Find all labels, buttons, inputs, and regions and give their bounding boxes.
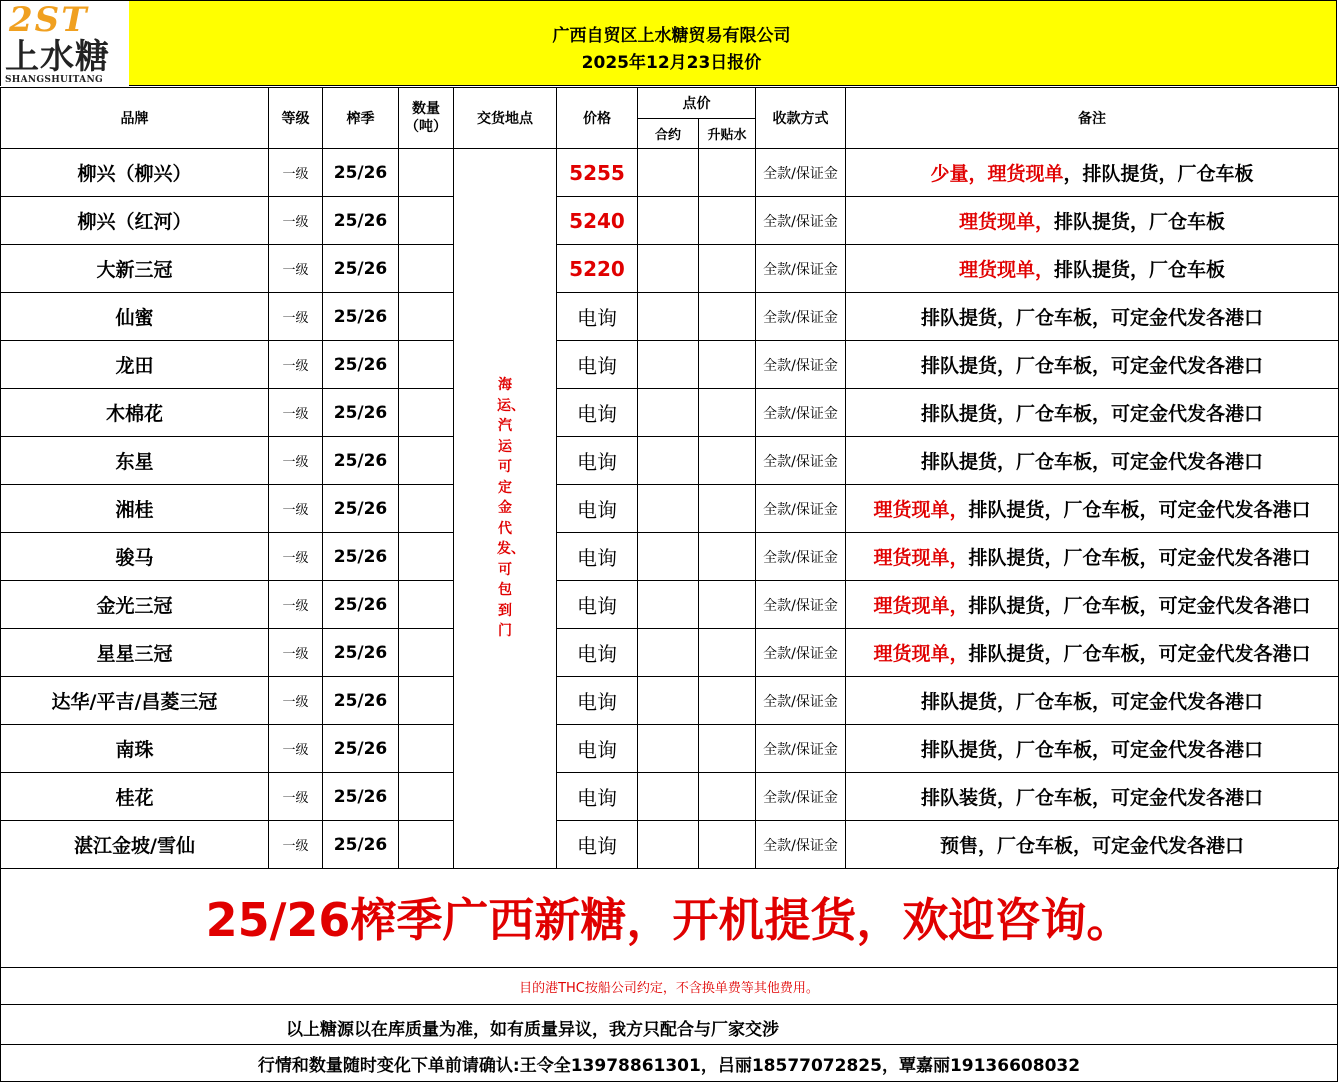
remark-text: 预售，厂仓车板，可定金代发各港口 <box>939 835 1244 857</box>
remark-text: 排队提货，厂仓车板，可定金代发各港口 <box>920 451 1263 473</box>
premium-cell <box>699 389 756 437</box>
premium-cell <box>699 773 756 821</box>
remark-cell <box>846 581 1339 629</box>
price-cell: 电询 <box>557 341 638 389</box>
brand-cell: 柳兴（红河） <box>1 197 269 245</box>
brand-cell: 仙蜜 <box>1 293 269 341</box>
remark-highlight: 理货现单， <box>873 595 969 617</box>
payment-cell: 全款/保证金 <box>756 485 846 533</box>
contract-cell <box>638 245 699 293</box>
col-contract: 合约 <box>638 119 699 149</box>
col-point-price: 点价 <box>638 88 756 119</box>
table-row <box>1 293 1339 341</box>
remark-cell <box>846 245 1339 293</box>
header-bar <box>0 0 1337 86</box>
quantity-cell <box>399 437 454 485</box>
logo-mark: 2ST <box>9 0 89 40</box>
season-cell: 25/26 <box>323 629 399 677</box>
brand-cell: 柳兴（柳兴） <box>1 149 269 197</box>
price-cell: 5220 <box>557 245 638 293</box>
contract-cell <box>638 485 699 533</box>
season-cell: 25/26 <box>323 341 399 389</box>
col-season: 榨季 <box>323 88 399 149</box>
payment-cell: 全款/保证金 <box>756 581 846 629</box>
remark-highlight: 少量，理货现单 <box>930 163 1064 185</box>
col-quantity-line1: 数量 <box>412 101 440 117</box>
grade-cell: 一级 <box>269 197 323 245</box>
contract-cell <box>638 197 699 245</box>
brand-cell: 达华/平吉/昌菱三冠 <box>1 677 269 725</box>
price-cell: 5240 <box>557 197 638 245</box>
brand-cell: 桂花 <box>1 773 269 821</box>
remark-text: 排队提货，厂仓车板，可定金代发各港口 <box>968 547 1311 569</box>
col-price: 价格 <box>557 88 638 149</box>
col-quantity <box>399 88 454 149</box>
remark-text: 排队提货，厂仓车板，可定金代发各港口 <box>968 595 1311 617</box>
premium-cell <box>699 677 756 725</box>
season-cell: 25/26 <box>323 245 399 293</box>
promo-banner: 25/26榨季广西新糖，开机提货，欢迎咨询。 <box>0 867 1338 968</box>
grade-cell: 一级 <box>269 629 323 677</box>
season-cell: 25/26 <box>323 149 399 197</box>
payment-cell: 全款/保证金 <box>756 821 846 869</box>
remark-text: 排队提货，厂仓车板，可定金代发各港口 <box>920 739 1263 761</box>
price-cell: 电询 <box>557 389 638 437</box>
contract-cell <box>638 821 699 869</box>
grade-cell: 一级 <box>269 293 323 341</box>
grade-cell: 一级 <box>269 341 323 389</box>
remark-highlight: 理货现单， <box>958 259 1054 281</box>
brand-cell: 骏马 <box>1 533 269 581</box>
remark-highlight: 理货现单， <box>873 499 969 521</box>
contract-cell <box>638 341 699 389</box>
season-cell: 25/26 <box>323 581 399 629</box>
col-brand: 品牌 <box>1 88 269 149</box>
contract-cell <box>638 581 699 629</box>
quantity-cell <box>399 821 454 869</box>
table-body <box>1 149 1339 869</box>
col-payment: 收款方式 <box>756 88 846 149</box>
remark-cell <box>846 437 1339 485</box>
quantity-cell <box>399 245 454 293</box>
remark-highlight: 理货现单， <box>873 547 969 569</box>
brand-cell: 金光三冠 <box>1 581 269 629</box>
quantity-cell <box>399 485 454 533</box>
remark-cell <box>846 677 1339 725</box>
remark-highlight: 理货现单， <box>958 211 1054 233</box>
payment-cell: 全款/保证金 <box>756 773 846 821</box>
col-remark: 备注 <box>846 88 1339 149</box>
remark-highlight: 理货现单， <box>873 643 969 665</box>
remark-text: 排队提货，厂仓车板，可定金代发各港口 <box>920 355 1263 377</box>
payment-cell: 全款/保证金 <box>756 533 846 581</box>
contract-cell <box>638 629 699 677</box>
price-cell: 电询 <box>557 437 638 485</box>
quantity-cell <box>399 629 454 677</box>
quantity-cell <box>399 149 454 197</box>
price-cell: 电询 <box>557 533 638 581</box>
grade-cell: 一级 <box>269 437 323 485</box>
table-row <box>1 437 1339 485</box>
season-cell: 25/26 <box>323 725 399 773</box>
price-cell: 电询 <box>557 725 638 773</box>
price-cell: 5255 <box>557 149 638 197</box>
quality-footer <box>0 1005 1338 1045</box>
contract-cell <box>638 149 699 197</box>
table-row <box>1 389 1339 437</box>
price-cell: 电询 <box>557 485 638 533</box>
quantity-cell <box>399 341 454 389</box>
quantity-cell <box>399 533 454 581</box>
logo-name: 上水糖 <box>5 37 110 77</box>
grade-cell: 一级 <box>269 149 323 197</box>
quantity-cell <box>399 773 454 821</box>
price-cell: 电询 <box>557 293 638 341</box>
grade-cell: 一级 <box>269 485 323 533</box>
company-title: 广西自贸区上水糖贸易有限公司 <box>552 26 791 46</box>
quantity-cell <box>399 197 454 245</box>
quantity-cell <box>399 581 454 629</box>
col-premium: 升贴水 <box>699 119 756 149</box>
brand-cell: 龙田 <box>1 341 269 389</box>
payment-cell: 全款/保证金 <box>756 629 846 677</box>
remark-text: 排队提货，厂仓车板，可定金代发各港口 <box>920 403 1263 425</box>
price-cell: 电询 <box>557 629 638 677</box>
table-row <box>1 341 1339 389</box>
quantity-cell <box>399 725 454 773</box>
payment-cell: 全款/保证金 <box>756 389 846 437</box>
grade-cell: 一级 <box>269 581 323 629</box>
remark-text: ，排队提货，厂仓车板 <box>1063 163 1254 185</box>
payment-cell: 全款/保证金 <box>756 341 846 389</box>
brand-cell: 南珠 <box>1 725 269 773</box>
remark-text: 排队提货，厂仓车板，可定金代发各港口 <box>920 691 1263 713</box>
season-cell: 25/26 <box>323 197 399 245</box>
table-row <box>1 149 1339 197</box>
brand-cell: 木棉花 <box>1 389 269 437</box>
remark-cell <box>846 197 1339 245</box>
payment-cell: 全款/保证金 <box>756 293 846 341</box>
premium-cell <box>699 533 756 581</box>
remark-text: 排队装货，厂仓车板，可定金代发各港口 <box>920 787 1263 809</box>
premium-cell <box>699 821 756 869</box>
season-cell: 25/26 <box>323 677 399 725</box>
payment-cell: 全款/保证金 <box>756 725 846 773</box>
season-cell: 25/26 <box>323 533 399 581</box>
grade-cell: 一级 <box>269 245 323 293</box>
brand-cell: 湛江金坡/雪仙 <box>1 821 269 869</box>
remark-cell <box>846 485 1339 533</box>
remark-cell <box>846 821 1339 869</box>
season-cell: 25/26 <box>323 773 399 821</box>
remark-cell <box>846 341 1339 389</box>
season-cell: 25/26 <box>323 437 399 485</box>
premium-cell <box>699 581 756 629</box>
grade-cell: 一级 <box>269 773 323 821</box>
grade-cell: 一级 <box>269 821 323 869</box>
contract-cell <box>638 533 699 581</box>
remark-cell <box>846 389 1339 437</box>
quality-note: 以上糖源以在库质量为准，如有质量异议，我方只配合与厂家交涉 <box>286 1020 779 1040</box>
contract-cell <box>638 773 699 821</box>
season-cell: 25/26 <box>323 389 399 437</box>
grade-cell: 一级 <box>269 389 323 437</box>
remark-text: 排队提货，厂仓车板，可定金代发各港口 <box>968 499 1311 521</box>
remark-text: 排队提货，厂仓车板，可定金代发各港口 <box>920 307 1263 329</box>
price-cell: 电询 <box>557 581 638 629</box>
grade-cell: 一级 <box>269 533 323 581</box>
payment-cell: 全款/保证金 <box>756 437 846 485</box>
contract-cell <box>638 725 699 773</box>
company-logo <box>1 1 129 87</box>
premium-cell <box>699 725 756 773</box>
season-cell: 25/26 <box>323 485 399 533</box>
remark-text: 排队提货，厂仓车板，可定金代发各港口 <box>968 643 1311 665</box>
price-cell: 电询 <box>557 677 638 725</box>
brand-cell: 东星 <box>1 437 269 485</box>
season-cell: 25/26 <box>323 293 399 341</box>
price-cell: 电询 <box>557 821 638 869</box>
contract-cell <box>638 677 699 725</box>
col-location: 交货地点 <box>454 88 557 149</box>
logo-english: SHANGSHUITANG <box>5 75 103 85</box>
remark-cell <box>846 533 1339 581</box>
quantity-cell <box>399 677 454 725</box>
season-cell: 25/26 <box>323 821 399 869</box>
brand-cell: 星星三冠 <box>1 629 269 677</box>
remark-cell <box>846 629 1339 677</box>
table-row <box>1 821 1339 869</box>
table-row <box>1 245 1339 293</box>
price-cell: 电询 <box>557 773 638 821</box>
table-row <box>1 581 1339 629</box>
delivery-note: 海运、汽运可定金代发、可包到门 <box>497 377 525 640</box>
grade-cell: 一级 <box>269 725 323 773</box>
col-quantity-line2: （吨） <box>405 119 447 135</box>
quantity-cell <box>399 293 454 341</box>
contract-cell <box>638 293 699 341</box>
quantity-cell <box>399 389 454 437</box>
premium-cell <box>699 341 756 389</box>
premium-cell <box>699 293 756 341</box>
payment-cell: 全款/保证金 <box>756 149 846 197</box>
remark-cell <box>846 773 1339 821</box>
brand-cell: 湘桂 <box>1 485 269 533</box>
delivery-location-cell <box>454 149 557 869</box>
thc-note: 目的港THC按船公司约定，不含换单费等其他费用。 <box>0 968 1338 1005</box>
contact-footer: 行情和数量随时变化下单前请确认:王令全13978861301，吕丽18577072825，覃嘉丽19136608032 <box>0 1045 1338 1082</box>
remark-text: 排队提货，厂仓车板 <box>1054 211 1226 233</box>
payment-cell: 全款/保证金 <box>756 197 846 245</box>
quote-date-title: 2025年12月23日报价 <box>581 53 762 73</box>
table-row <box>1 677 1339 725</box>
premium-cell <box>699 437 756 485</box>
table-row <box>1 725 1339 773</box>
premium-cell <box>699 197 756 245</box>
table-row <box>1 485 1339 533</box>
contract-cell <box>638 437 699 485</box>
premium-cell <box>699 485 756 533</box>
table-row <box>1 629 1339 677</box>
contract-cell <box>638 389 699 437</box>
table-row <box>1 197 1339 245</box>
table-row <box>1 533 1339 581</box>
payment-cell: 全款/保证金 <box>756 245 846 293</box>
payment-cell: 全款/保证金 <box>756 677 846 725</box>
price-table <box>0 87 1339 869</box>
remark-cell <box>846 293 1339 341</box>
premium-cell <box>699 629 756 677</box>
remark-text: 排队提货，厂仓车板 <box>1054 259 1226 281</box>
table-row <box>1 773 1339 821</box>
premium-cell <box>699 149 756 197</box>
col-grade: 等级 <box>269 88 323 149</box>
remark-cell <box>846 149 1339 197</box>
remark-cell <box>846 725 1339 773</box>
brand-cell: 大新三冠 <box>1 245 269 293</box>
grade-cell: 一级 <box>269 677 323 725</box>
premium-cell <box>699 245 756 293</box>
